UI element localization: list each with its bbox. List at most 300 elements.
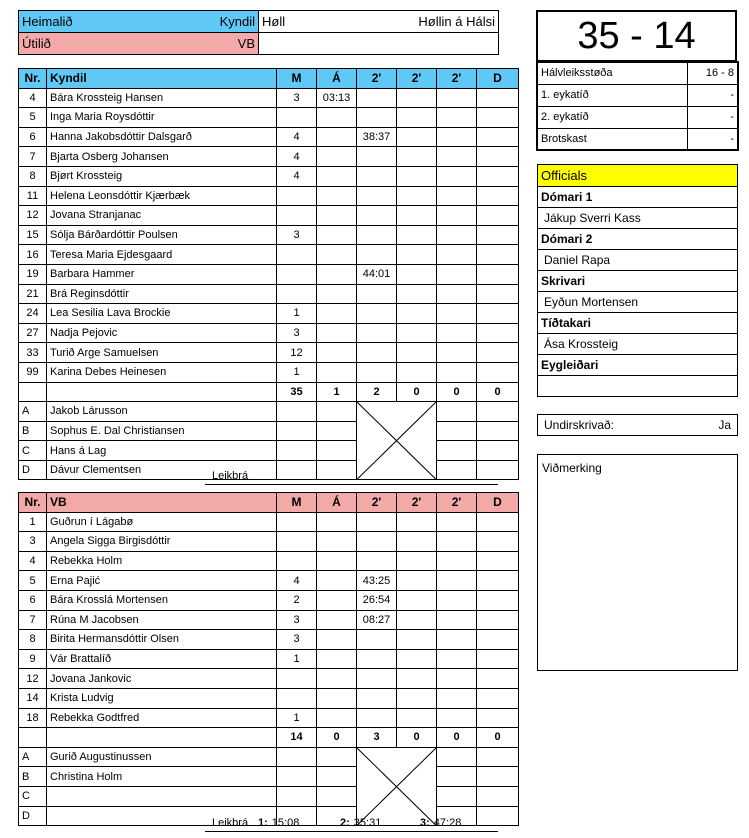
player-number: 27 [19, 323, 47, 343]
venue-cell [259, 11, 499, 33]
player-2min-2 [397, 649, 437, 669]
venue-empty [259, 33, 499, 55]
staff-name: Gurið Augustinussen [47, 747, 277, 767]
player-number: 12 [19, 669, 47, 689]
player-warning [317, 284, 357, 304]
col-2min-1: 2' [357, 493, 397, 513]
home-team-header: Kyndil [47, 69, 277, 89]
player-number: 4 [19, 551, 47, 571]
player-disqualification [477, 264, 519, 284]
player-warning [317, 225, 357, 245]
staff-id: A [19, 747, 47, 767]
player-row [19, 649, 519, 669]
col-2min-2: 2' [397, 493, 437, 513]
player-goals: 1 [277, 649, 317, 669]
home-team-table [18, 68, 519, 480]
player-2min-3 [437, 88, 477, 108]
player-2min-2 [397, 88, 437, 108]
player-disqualification [477, 343, 519, 363]
player-row [19, 245, 519, 265]
timeout-number: 2: [340, 817, 350, 829]
player-2min-1: 44:01 [357, 264, 397, 284]
player-row [19, 186, 519, 206]
player-name: Bára Krosslá Mortensen [47, 590, 277, 610]
staff-name [47, 786, 277, 806]
away-team-table [18, 492, 519, 826]
player-warning [317, 649, 357, 669]
player-goals: 3 [277, 630, 317, 650]
player-2min-1 [357, 512, 397, 532]
player-2min-2 [397, 362, 437, 382]
player-goals: 1 [277, 708, 317, 728]
player-name: Helena Leonsdóttir Kjærbæk [47, 186, 277, 206]
player-2min-1 [357, 147, 397, 167]
player-goals [277, 512, 317, 532]
signed-box [537, 414, 738, 436]
player-goals: 3 [277, 225, 317, 245]
player-name: Bjarta Osberg Johansen [47, 147, 277, 167]
staff-disqualification [477, 747, 519, 767]
player-warning [317, 343, 357, 363]
total-m: 14 [277, 728, 317, 748]
player-number: 7 [19, 610, 47, 630]
staff-2min-3 [437, 747, 477, 767]
staff-disqualification [477, 421, 519, 441]
player-row [19, 669, 519, 689]
player-name: Guðrun í Lágabø [47, 512, 277, 532]
player-2min-2 [397, 127, 437, 147]
staff-name: Sophus E. Dal Christiansen [47, 421, 277, 441]
official-role: Dómari 2 [538, 229, 738, 250]
player-number: 11 [19, 186, 47, 206]
player-2min-2 [397, 532, 437, 552]
player-2min-2 [397, 264, 437, 284]
halftime-value: 16 - 8 [687, 62, 738, 84]
player-disqualification [477, 127, 519, 147]
player-2min-2 [397, 688, 437, 708]
penalty-label: Brotskast [537, 128, 687, 150]
player-number: 8 [19, 166, 47, 186]
player-warning [317, 186, 357, 206]
staff-row [19, 767, 519, 787]
home-label: Heimalið [22, 14, 73, 29]
total-2min-2: 0 [397, 728, 437, 748]
staff-goals [277, 421, 317, 441]
staff-2min-3 [437, 441, 477, 461]
player-name: Vár Brattalíð [47, 649, 277, 669]
player-number: 16 [19, 245, 47, 265]
player-row [19, 532, 519, 552]
home-team-cell [19, 11, 259, 33]
player-disqualification [477, 551, 519, 571]
staff-disqualification [477, 441, 519, 461]
player-2min-3 [437, 649, 477, 669]
player-name: Bjørt Krossteig [47, 166, 277, 186]
staff-cross-cell [357, 402, 437, 480]
player-row [19, 512, 519, 532]
player-goals: 4 [277, 127, 317, 147]
player-warning [317, 610, 357, 630]
col-2min-1: 2' [357, 69, 397, 89]
staff-goals [277, 747, 317, 767]
player-2min-2 [397, 225, 437, 245]
player-warning [317, 127, 357, 147]
player-goals: 2 [277, 590, 317, 610]
player-goals [277, 532, 317, 552]
player-name: Jovana Jankovic [47, 669, 277, 689]
player-row [19, 590, 519, 610]
staff-name: Hans á Lag [47, 441, 277, 461]
away-label: Útilið [22, 36, 51, 51]
staff-id: B [19, 421, 47, 441]
player-2min-1 [357, 166, 397, 186]
player-name: Inga Maria Roysdóttir [47, 108, 277, 128]
total-d: 0 [477, 728, 519, 748]
total-2min-1: 3 [357, 728, 397, 748]
player-number: 1 [19, 512, 47, 532]
player-2min-3 [437, 127, 477, 147]
player-disqualification [477, 108, 519, 128]
player-goals: 3 [277, 323, 317, 343]
halftime-label: Hálvleiksstøða [537, 62, 687, 84]
player-2min-2 [397, 610, 437, 630]
player-name: Brá Reginsdóttir [47, 284, 277, 304]
staff-disqualification [477, 402, 519, 422]
cross-out-icon [357, 402, 436, 479]
player-disqualification [477, 630, 519, 650]
player-goals: 12 [277, 343, 317, 363]
official-name: Jákup Sverri Kass [538, 208, 738, 229]
home-team-name: Kyndil [219, 14, 255, 29]
player-warning [317, 630, 357, 650]
signed-label: Undirskrivað: [544, 418, 615, 432]
player-2min-2 [397, 108, 437, 128]
official-name: Ása Krossteig [538, 334, 738, 355]
official-name: Eyðun Mortensen [538, 292, 738, 313]
staff-row [19, 441, 519, 461]
player-warning [317, 108, 357, 128]
player-row [19, 284, 519, 304]
player-2min-2 [397, 166, 437, 186]
official-role: Skrivari [538, 271, 738, 292]
player-disqualification [477, 512, 519, 532]
home-timeout-line [205, 484, 498, 485]
officials-title: Officials [538, 165, 738, 187]
col-d: D [477, 493, 519, 513]
staff-goals [277, 767, 317, 787]
officials-table [537, 164, 738, 397]
home-totals-row [19, 382, 519, 402]
player-goals: 1 [277, 304, 317, 324]
player-number: 12 [19, 206, 47, 226]
player-2min-1 [357, 206, 397, 226]
teams-header [18, 10, 499, 55]
extra1-label: 1. eykatíð [537, 84, 687, 106]
venue-long: Høllin á Hálsi [418, 14, 495, 29]
player-disqualification [477, 206, 519, 226]
player-2min-3 [437, 512, 477, 532]
player-goals [277, 688, 317, 708]
player-row [19, 362, 519, 382]
col-a: Á [317, 69, 357, 89]
player-row [19, 323, 519, 343]
player-2min-3 [437, 108, 477, 128]
staff-warning [317, 786, 357, 806]
staff-goals [277, 460, 317, 480]
player-name: Sólja Bárðardóttir Poulsen [47, 225, 277, 245]
extra2-label: 2. eykatíð [537, 106, 687, 128]
col-2min-3: 2' [437, 493, 477, 513]
player-2min-3 [437, 708, 477, 728]
staff-id: C [19, 786, 47, 806]
player-warning [317, 688, 357, 708]
player-2min-1 [357, 108, 397, 128]
player-name: Hanna Jakobsdóttir Dalsgarð [47, 127, 277, 147]
total-d: 0 [477, 382, 519, 402]
final-score: 35 - 14 [536, 10, 737, 62]
staff-name: Christina Holm [47, 767, 277, 787]
player-name: Turið Arge Samuelsen [47, 343, 277, 363]
player-2min-1 [357, 708, 397, 728]
staff-2min-3 [437, 421, 477, 441]
player-2min-3 [437, 343, 477, 363]
player-disqualification [477, 532, 519, 552]
player-warning [317, 166, 357, 186]
official-role: Eygleiðari [538, 355, 738, 376]
official-name: Daniel Rapa [538, 250, 738, 271]
player-goals: 1 [277, 362, 317, 382]
staff-goals [277, 441, 317, 461]
player-name: Lea Sesilia Lava Brockie [47, 304, 277, 324]
venue-short: Høll [262, 14, 286, 29]
timeout-time: 15:08 [271, 817, 300, 829]
player-2min-2 [397, 206, 437, 226]
player-warning [317, 590, 357, 610]
staff-2min-3 [437, 786, 477, 806]
player-2min-2 [397, 343, 437, 363]
staff-2min-3 [437, 402, 477, 422]
score-details [536, 61, 739, 151]
staff-disqualification [477, 767, 519, 787]
staff-id: C [19, 441, 47, 461]
player-number: 14 [19, 688, 47, 708]
player-disqualification [477, 147, 519, 167]
player-2min-2 [397, 186, 437, 206]
timeout-number: 1: [258, 817, 268, 829]
staff-row [19, 421, 519, 441]
player-name: Jovana Stranjanac [47, 206, 277, 226]
player-2min-3 [437, 206, 477, 226]
player-goals [277, 264, 317, 284]
staff-name: Jakob Lárusson [47, 402, 277, 422]
player-2min-3 [437, 166, 477, 186]
player-goals: 3 [277, 88, 317, 108]
player-name: Rebekka Godtfred [47, 708, 277, 728]
player-2min-2 [397, 284, 437, 304]
player-number: 33 [19, 343, 47, 363]
player-warning [317, 206, 357, 226]
staff-goals [277, 786, 317, 806]
player-number: 6 [19, 127, 47, 147]
player-2min-3 [437, 571, 477, 591]
player-2min-1 [357, 284, 397, 304]
staff-2min-3 [437, 767, 477, 787]
staff-id: D [19, 460, 47, 480]
player-warning [317, 669, 357, 689]
player-disqualification [477, 225, 519, 245]
player-disqualification [477, 284, 519, 304]
timeout-entry [258, 817, 299, 829]
player-row [19, 551, 519, 571]
player-number: 5 [19, 108, 47, 128]
player-goals [277, 186, 317, 206]
player-2min-1 [357, 225, 397, 245]
player-2min-2 [397, 512, 437, 532]
player-goals [277, 284, 317, 304]
away-team-name: VB [237, 36, 255, 51]
total-2min-3: 0 [437, 728, 477, 748]
player-2min-3 [437, 225, 477, 245]
total-2min-2: 0 [397, 382, 437, 402]
player-row [19, 147, 519, 167]
staff-warning [317, 441, 357, 461]
remarks-box [537, 454, 738, 671]
staff-row [19, 747, 519, 767]
col-nr: Nr. [19, 493, 47, 513]
staff-cross-cell [357, 747, 437, 825]
total-a: 1 [317, 382, 357, 402]
player-warning [317, 512, 357, 532]
player-2min-3 [437, 264, 477, 284]
player-row [19, 88, 519, 108]
cross-out-icon [357, 748, 436, 825]
staff-warning [317, 402, 357, 422]
player-warning [317, 147, 357, 167]
player-2min-1 [357, 630, 397, 650]
player-warning [317, 551, 357, 571]
player-name: Rúna M Jacobsen [47, 610, 277, 630]
extra1-value: - [687, 84, 738, 106]
staff-disqualification [477, 806, 519, 826]
player-warning [317, 304, 357, 324]
player-number: 3 [19, 532, 47, 552]
player-disqualification [477, 323, 519, 343]
total-2min-3: 0 [437, 382, 477, 402]
player-row [19, 108, 519, 128]
player-number: 24 [19, 304, 47, 324]
player-2min-1: 26:54 [357, 590, 397, 610]
player-row [19, 630, 519, 650]
player-2min-3 [437, 147, 477, 167]
player-2min-3 [437, 551, 477, 571]
player-2min-1: 43:25 [357, 571, 397, 591]
player-2min-3 [437, 630, 477, 650]
player-name: Bára Krossteig Hansen [47, 88, 277, 108]
home-timeout-label: Leikbrá [212, 470, 249, 482]
player-row [19, 225, 519, 245]
player-2min-3 [437, 532, 477, 552]
col-m: M [277, 493, 317, 513]
total-m: 35 [277, 382, 317, 402]
penalty-value: - [687, 128, 738, 150]
player-2min-3 [437, 688, 477, 708]
player-2min-1: 08:27 [357, 610, 397, 630]
player-row [19, 688, 519, 708]
player-2min-2 [397, 590, 437, 610]
player-row [19, 127, 519, 147]
signed-value: Ja [718, 418, 731, 432]
player-number: 8 [19, 630, 47, 650]
player-name: Nadja Pejovic [47, 323, 277, 343]
player-2min-1 [357, 88, 397, 108]
total-a: 0 [317, 728, 357, 748]
extra2-value: - [687, 106, 738, 128]
player-disqualification [477, 362, 519, 382]
timeout-number: 3: [420, 817, 430, 829]
player-goals [277, 245, 317, 265]
player-2min-3 [437, 245, 477, 265]
player-2min-3 [437, 362, 477, 382]
staff-id: A [19, 402, 47, 422]
player-2min-1 [357, 343, 397, 363]
player-name: Erna Pajić [47, 571, 277, 591]
player-number: 4 [19, 88, 47, 108]
player-goals [277, 551, 317, 571]
player-goals [277, 108, 317, 128]
player-2min-1 [357, 532, 397, 552]
player-warning [317, 571, 357, 591]
player-goals: 4 [277, 147, 317, 167]
player-2min-1 [357, 245, 397, 265]
staff-id: B [19, 767, 47, 787]
staff-row [19, 460, 519, 480]
away-timeout-line [205, 831, 498, 832]
player-2min-1 [357, 323, 397, 343]
player-warning [317, 245, 357, 265]
player-2min-3 [437, 284, 477, 304]
staff-warning [317, 767, 357, 787]
player-warning [317, 532, 357, 552]
staff-warning [317, 421, 357, 441]
player-disqualification [477, 688, 519, 708]
player-warning [317, 323, 357, 343]
player-disqualification [477, 186, 519, 206]
player-number: 19 [19, 264, 47, 284]
player-number: 21 [19, 284, 47, 304]
player-row [19, 304, 519, 324]
player-name: Karina Debes Heinesen [47, 362, 277, 382]
timeout-entry [340, 817, 381, 829]
staff-row [19, 402, 519, 422]
player-row [19, 264, 519, 284]
player-number: 5 [19, 571, 47, 591]
player-number: 6 [19, 590, 47, 610]
player-2min-3 [437, 590, 477, 610]
player-2min-1 [357, 186, 397, 206]
player-name: Angela Sigga Birgisdóttir [47, 532, 277, 552]
staff-warning [317, 460, 357, 480]
player-goals: 4 [277, 571, 317, 591]
player-disqualification [477, 590, 519, 610]
player-number: 99 [19, 362, 47, 382]
player-2min-1 [357, 688, 397, 708]
player-row [19, 610, 519, 630]
remarks-label: Viðmerking [542, 461, 602, 475]
player-2min-2 [397, 630, 437, 650]
col-2min-3: 2' [437, 69, 477, 89]
player-2min-2 [397, 571, 437, 591]
player-2min-3 [437, 186, 477, 206]
